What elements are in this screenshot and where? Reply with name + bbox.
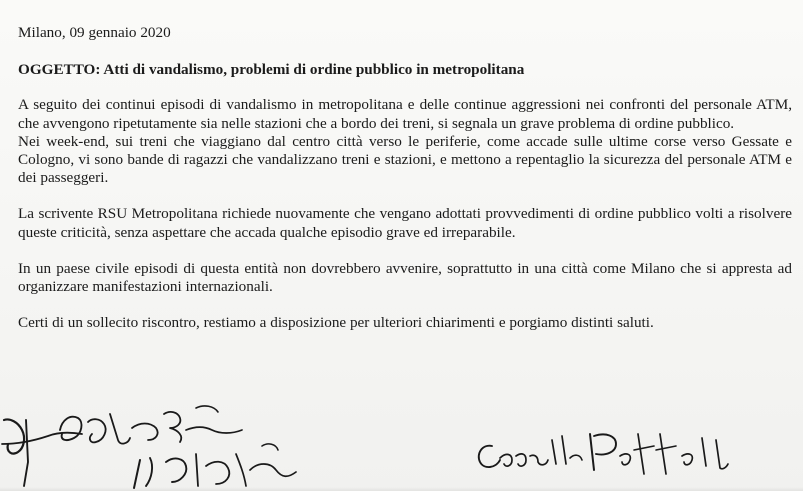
paragraph-5: Certi di un sollecito riscontro, restiamo a disposizione per ulteriori chiarimenti e porgiamo distinti saluti. [18, 314, 654, 332]
letter-body [18, 24, 792, 332]
right-signature-icon [470, 422, 750, 487]
paragraph-4: In un paese civile episodi di questa entità non dovrebbero avvenire, soprattutto in una città come Milano che si appresta ad organizzare manifestazioni internazionali. [18, 259, 792, 296]
left-signature-icon [0, 400, 310, 491]
paragraph-gap [18, 187, 792, 205]
paragraph-1: A seguito dei continui episodi di vandalismo in metropolitana e delle continue aggressioni nei confronti del personale ATM, che avvengono ripetutamente sia nelle stazioni che a bordo dei treni, si segnala un grave problema di ordine pubblico. [18, 96, 792, 132]
letter-subject: OGGETTO: Atti di vandalismo, problemi di ordine pubblico in metropolitana [18, 61, 525, 79]
paragraph-gap [18, 242, 792, 260]
letter-date: Milano, 09 gennaio 2020 [18, 24, 171, 41]
paragraph-2: Nei week-end, sui treni che viaggiano dal centro città verso le periferie, come accade sulle ultime corse verso Gessate e Cologno, vi sono bande di ragazzi che vandalizzano treni e stazioni, e mettono a repentaglio la sicurezza del personale ATM e dei passeggeri. [18, 132, 792, 187]
page-bottom-shadow [0, 487, 803, 491]
paragraph-3: La scrivente RSU Metropolitana richiede nuovamente che vengano adottati provvedimenti di ordine pubblico volti a risolvere queste criticità, senza aspettare che accada qualche episodio grave ed irreparabile. [18, 205, 792, 241]
paragraph-gap [18, 296, 792, 314]
